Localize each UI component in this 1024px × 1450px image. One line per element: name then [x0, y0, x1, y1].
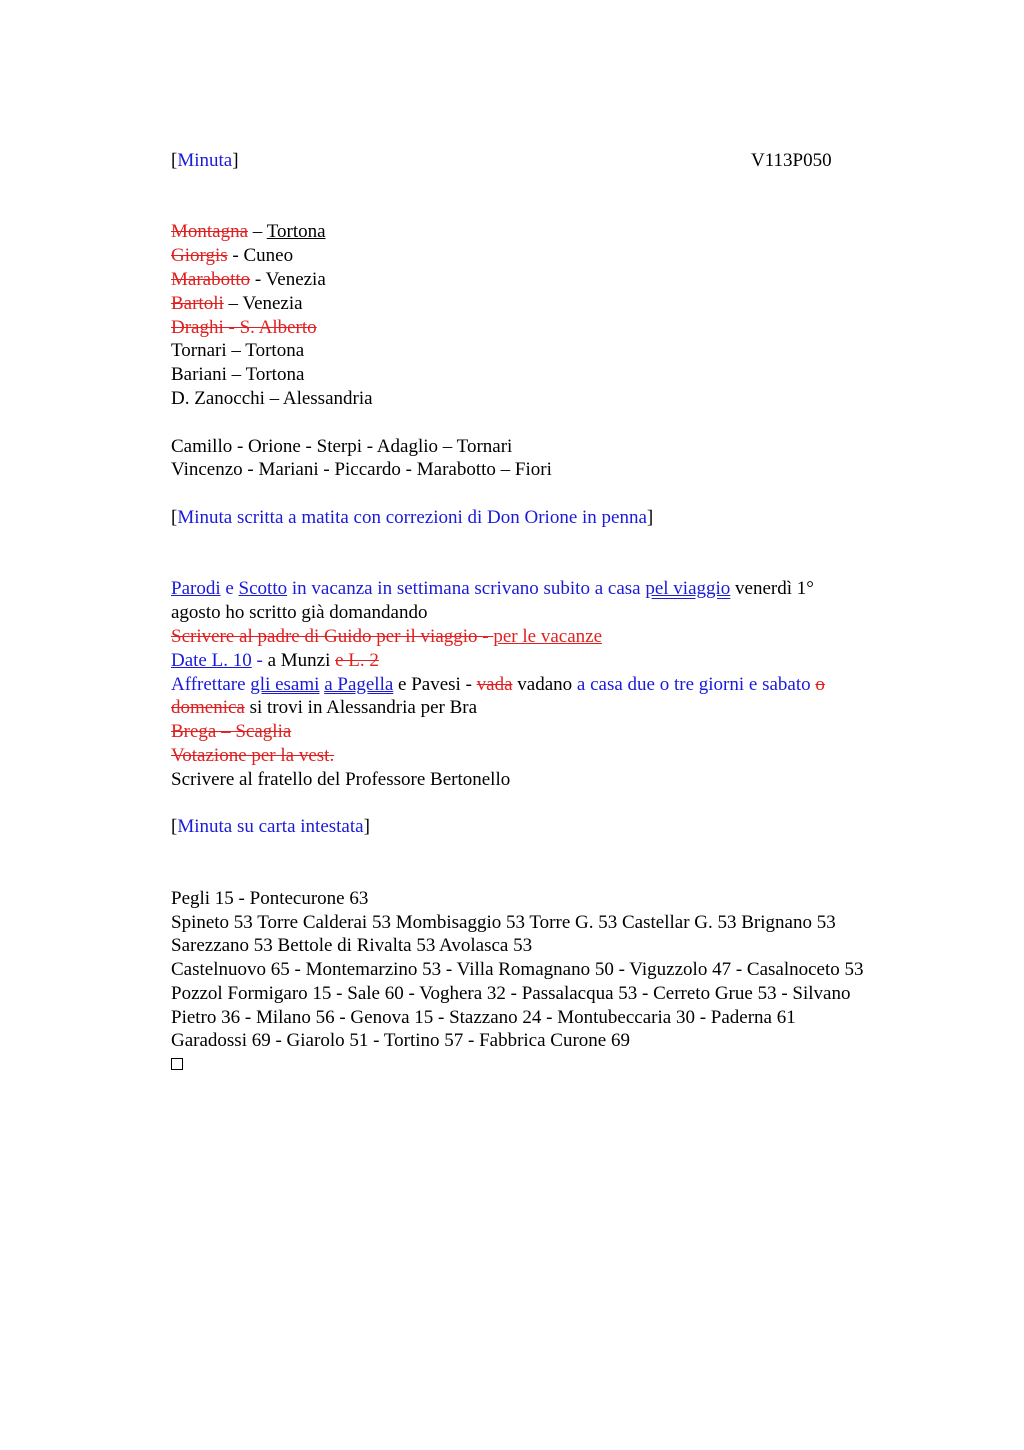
checkbox-icon	[171, 1058, 183, 1070]
note-line: Scrivere al padre di Guido per il viaggio - per le vacanze	[171, 625, 603, 647]
town-line: Pegli 15 - Pontecurone 63	[171, 887, 369, 909]
town-line: Pozzol Formigaro 15 - Sale 60 - Voghera 32 - Passalacqua 53 - Cerreto Grue 53 - Silvano	[171, 982, 851, 1004]
list-item: Giorgis - Cuneo	[171, 245, 294, 267]
list-item: Tornari – Tortona	[171, 340, 305, 362]
list-item: D. Zanocchi – Alessandria	[171, 387, 373, 409]
section-note-matita: [Minuta scritta a matita con correzioni di Don Orione in penna]	[171, 506, 654, 528]
note-line: domenica si trovi in Alessandria per Bra	[171, 697, 478, 719]
town-line: Sarezzano 53 Bettole di Rivalta 53 Avolasca 53	[171, 935, 533, 957]
notes-block	[171, 577, 941, 791]
town-line: Spineto 53 Torre Calderai 53 Mombisaggio 53 Torre G. 53 Castellar G. 53 Brignano 53	[171, 911, 836, 933]
note-line: Scrivere al fratello del Professore Bertonello	[171, 768, 511, 790]
note-line: Affrettare gli esami a Pagella e Pavesi - vada vadano a casa due o tre giorni e sabato o	[171, 673, 825, 695]
section-note-carta: [Minuta su carta intestata]	[171, 816, 370, 838]
name-place-list	[171, 220, 941, 410]
section-note-minuta: [Minuta]	[171, 150, 239, 171]
list-item: Montagna – Tortona	[171, 221, 326, 243]
list-item: Bartoli – Venezia	[171, 292, 303, 314]
document-body	[171, 149, 941, 1077]
list-item: Draghi - S. Alberto	[171, 316, 317, 338]
note-line: agosto ho scritto già domandando	[171, 602, 428, 624]
note-line: Date L. 10 - a Munzi e L. 2	[171, 649, 379, 671]
town-line: Pietro 36 - Milano 56 - Genova 15 - Stazzano 24 - Montubeccaria 30 - Paderna 61	[171, 1006, 796, 1028]
town-line: Castelnuovo 65 - Montemarzino 53 - Villa Romagnano 50 - Viguzzolo 47 - Casalnoceto 53	[171, 959, 864, 981]
note-line: Parodi e Scotto in vacanza in settimana scrivano subito a casa pel viaggio venerdì 1°	[171, 578, 814, 600]
list-item: Bariani – Tortona	[171, 364, 305, 386]
document-reference: V113P050	[751, 150, 832, 171]
towns-list	[171, 887, 941, 1054]
note-line: Brega – Scaglia	[171, 721, 292, 743]
names-row: Camillo - Orione - Sterpi - Adaglio – Tornari	[171, 435, 513, 457]
end-marker	[171, 1053, 941, 1077]
list-item: Marabotto - Venezia	[171, 268, 326, 290]
names-row: Vincenzo - Mariani - Piccardo - Marabotto – Fiori	[171, 459, 552, 481]
town-line: Garadossi 69 - Giarolo 51 - Tortino 57 - Fabbrica Curone 69	[171, 1030, 630, 1052]
note-line: Votazione per la vest.	[171, 744, 335, 766]
